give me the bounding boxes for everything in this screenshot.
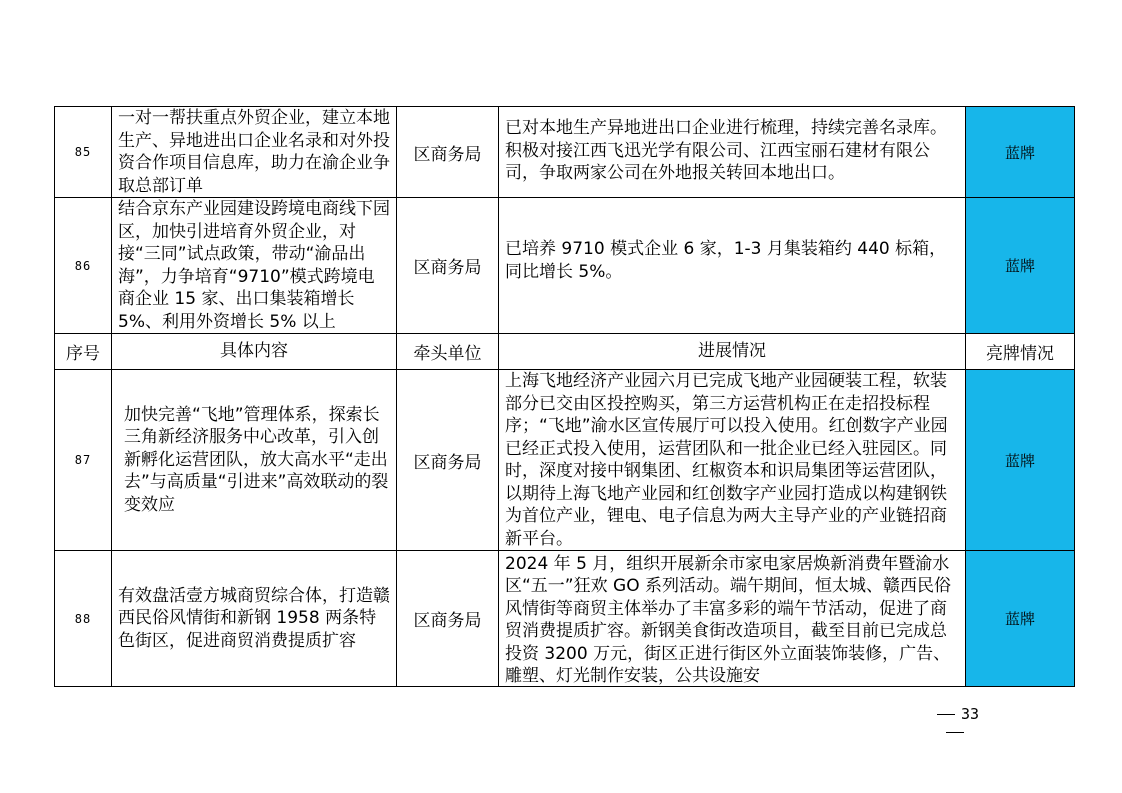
table-row <box>55 551 1075 687</box>
row-progress-text: 已培养 9710 模式企业 6 家，1-3 月集装箱约 440 标箱，同比增长 5%。 <box>505 239 947 282</box>
header-progress: 进展情况 <box>499 334 966 370</box>
page-number <box>920 705 990 741</box>
row-content <box>112 370 397 551</box>
page-number-text: 33 <box>960 705 980 723</box>
row-content: 结合京东产业园建设跨境电商线下园区，加快引进培育外贸企业，对接“三同”试点政策，带动“渝品出海”，力争培育“9710”模式跨境电商企业 15 家、出口集装箱增长 5%、利用外资增长 5% 以上 <box>112 198 397 334</box>
status-badge: 蓝牌 <box>966 107 1075 198</box>
header-content: 具体内容 <box>112 334 397 370</box>
row-number: 88 <box>55 551 112 687</box>
row-progress <box>499 107 966 198</box>
dash-right <box>946 732 964 733</box>
row-unit: 区商务局 <box>397 107 499 198</box>
row-unit: 区商务局 <box>397 370 499 551</box>
row-progress <box>499 198 966 334</box>
status-badge: 蓝牌 <box>966 198 1075 334</box>
row-progress-text: 已对本地生产异地进出口企业进行梳理，持续完善名录库。积极对接江西飞迅光学有限公司、江西宝丽石建材有限公司，争取两家公司在外地报关转回本地出口。 <box>505 118 947 183</box>
row-content: 一对一帮扶重点外贸企业，建立本地生产、异地进出口企业名录和对外投资合作项目信息库，助力在渝企业争取总部订单 <box>112 107 397 198</box>
row-progress-text: 上海飞地经济产业园六月已完成飞地产业园硬装工程，软装部分已交由区投控购买，第三方运营机构正在走招投标程序；“飞地”渝水区宣传展厅可以投入使用。红创数字产业园已经正式投入使用，运营团队和一批企业已经入驻园区。同时，深度对接中钢集团、红椒资本和识局集团等运营团队，以期待上海飞地产业园和红创数字产业园打造成以构建钢铁为首位产业，锂电、电子信息为两大主导产业的产业链招商新平台。 <box>505 371 948 549</box>
table-row <box>55 107 1075 198</box>
row-number: 85 <box>55 107 112 198</box>
table-row <box>55 198 1075 334</box>
row-progress <box>499 551 966 687</box>
row-unit: 区商务局 <box>397 551 499 687</box>
row-number: 87 <box>55 370 112 551</box>
row-content: 有效盘活壹方城商贸综合体，打造赣西民俗风情街和新钢 1958 两条特色街区，促进商贸消费提质扩容 <box>112 551 397 687</box>
header-status: 亮牌情况 <box>966 334 1075 370</box>
row-unit: 区商务局 <box>397 198 499 334</box>
status-badge: 蓝牌 <box>966 370 1075 551</box>
row-content-text: 加快完善“飞地”管理体系，探索长三角新经济服务中心改革，引入创新孵化运营团队，放大高水平“走出去”与高质量“引进来”高效联动的裂变效应 <box>124 404 389 515</box>
row-progress <box>499 370 966 551</box>
row-progress-text: 2024 年 5 月，组织开展新余市家电家居焕新消费年暨渝水区“五一”狂欢 GO 系列活动。端午期间，恒太城、赣西民俗风情街等商贸主体举办了丰富多彩的端午节活动，促进了商贸消费提质扩容。新钢美食街改造项目，截至目前已完成总投资 3200 万元，街区正进行街区外立面装饰装修，广告、雕塑、灯光制作安装，公共设施安 <box>505 553 951 685</box>
status-badge: 蓝牌 <box>966 551 1075 687</box>
row-number: 86 <box>55 198 112 334</box>
header-no: 序号 <box>55 334 112 370</box>
table-row <box>55 370 1075 551</box>
progress-table <box>54 106 1075 687</box>
dash-left <box>937 714 955 715</box>
header-unit: 牵头单位 <box>397 334 499 370</box>
table-header-row <box>55 334 1075 370</box>
